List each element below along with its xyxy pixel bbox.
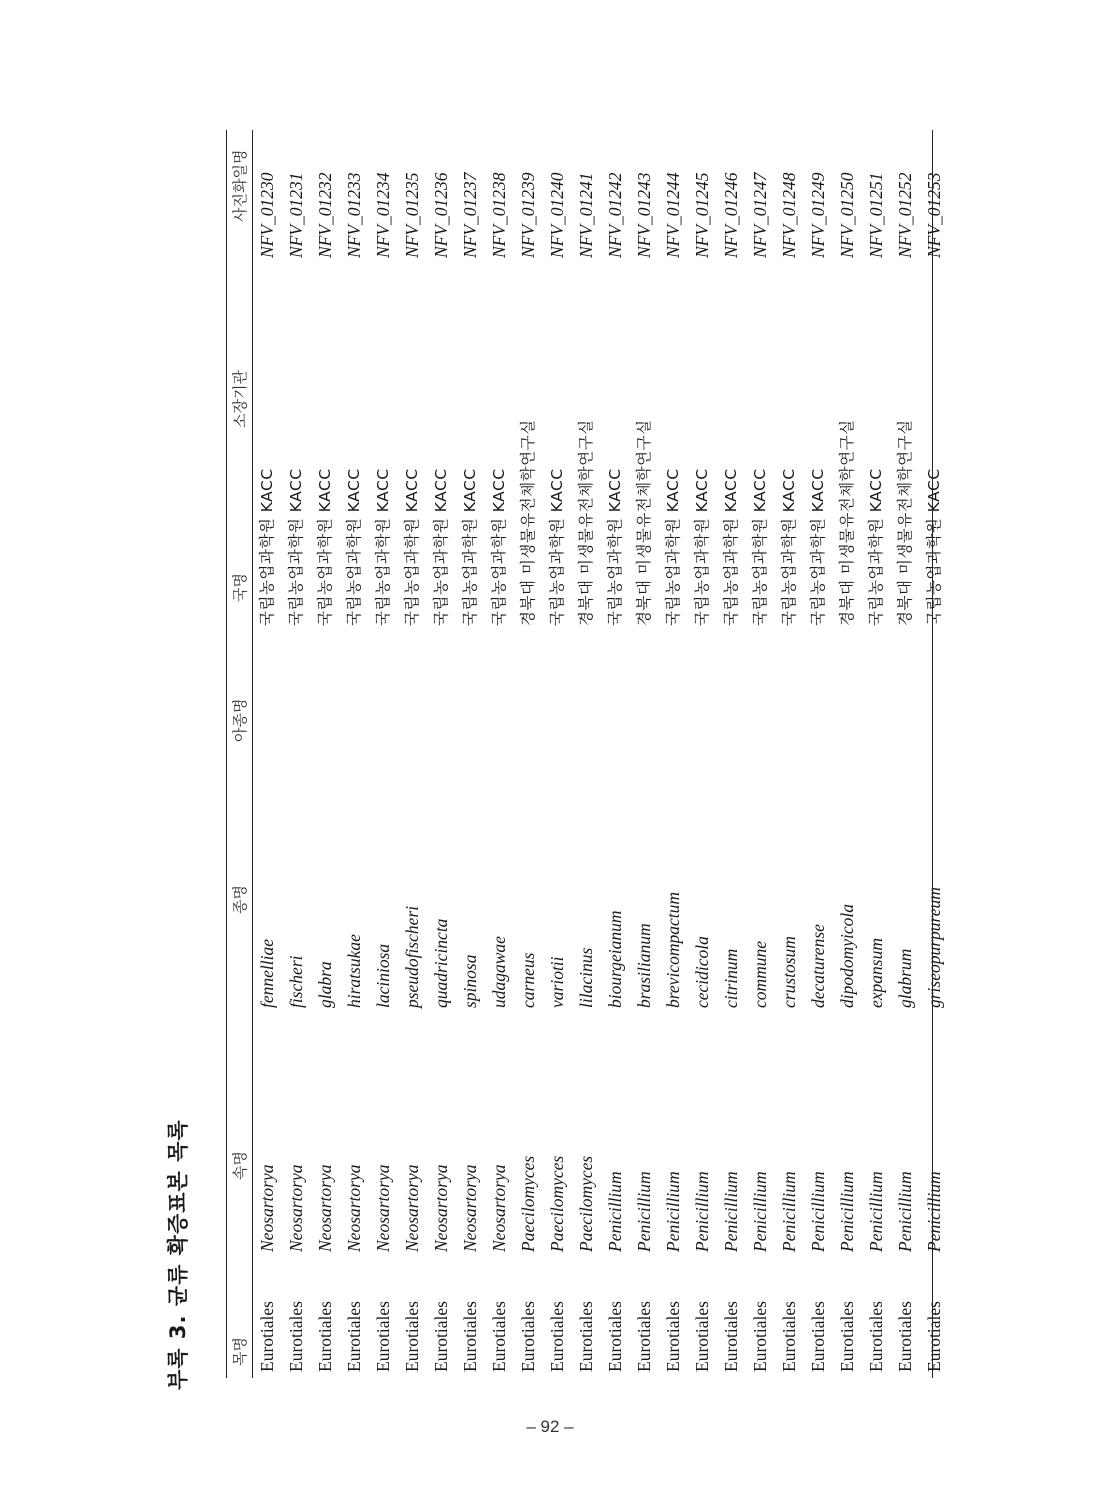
institution-cell: 경북대 미생물유전체학연구실 xyxy=(519,419,537,626)
genus-cell: Penicillium xyxy=(692,1171,712,1252)
genus-cell: Neosartorya xyxy=(344,1164,364,1252)
institution-cell: 경북대 미생물유전체학연구실 xyxy=(838,419,856,626)
table-row xyxy=(283,125,312,1390)
order-cell: Eurotiales xyxy=(257,1301,277,1372)
species-cell: fennelliae xyxy=(257,938,277,1008)
genus-cell: Neosartorya xyxy=(257,1164,277,1252)
institution-cell: 국립농업과학원 KACC xyxy=(751,468,769,626)
order-cell: Eurotiales xyxy=(924,1301,944,1372)
institution-cell: 국립농업과학원 KACC xyxy=(548,468,566,626)
genus-cell: Paecilomyces xyxy=(576,1155,596,1252)
order-cell: Eurotiales xyxy=(692,1301,712,1372)
photo-file-cell: NFV_01252 xyxy=(895,172,915,258)
species-cell: crustosum xyxy=(779,936,799,1008)
institution-cell: 국립농업과학원 KACC xyxy=(490,468,508,626)
table-row xyxy=(457,125,486,1390)
photo-file-cell: NFV_01232 xyxy=(315,172,335,258)
institution-cell: 국립농업과학원 KACC xyxy=(345,468,363,626)
species-cell: fischeri xyxy=(286,955,306,1008)
table-row xyxy=(544,125,573,1390)
photo-file-cell: NFV_01249 xyxy=(808,172,828,258)
table-row xyxy=(312,125,341,1390)
institution-cell: 국립농업과학원 KACC xyxy=(722,468,740,626)
rotated-table-page xyxy=(160,125,944,1390)
table-row xyxy=(602,125,631,1390)
table-row xyxy=(486,125,515,1390)
table-row xyxy=(863,125,892,1390)
table-row xyxy=(805,125,834,1390)
order-cell: Eurotiales xyxy=(373,1301,393,1372)
institution-cell: 경북대 미생물유전체학연구실 xyxy=(577,419,595,626)
header-genus: 속명 xyxy=(231,1151,249,1180)
genus-cell: Neosartorya xyxy=(402,1164,422,1252)
table-title: 부록 3. 균류 확증표본 목록 xyxy=(166,1119,190,1390)
photo-file-cell: NFV_01230 xyxy=(257,172,277,258)
table-row xyxy=(631,125,660,1390)
genus-cell: Neosartorya xyxy=(460,1164,480,1252)
species-cell: brevicompactum xyxy=(663,892,683,1008)
order-cell: Eurotiales xyxy=(605,1301,625,1372)
photo-file-cell: NFV_01241 xyxy=(576,172,596,258)
species-cell: quadricincta xyxy=(431,918,451,1008)
photo-file-cell: NFV_01248 xyxy=(779,172,799,258)
table-row xyxy=(921,125,950,1390)
table-row xyxy=(689,125,718,1390)
species-cell: commune xyxy=(750,940,770,1008)
institution-cell: 국립농업과학원 KACC xyxy=(693,468,711,626)
order-cell: Eurotiales xyxy=(344,1301,364,1372)
genus-cell: Penicillium xyxy=(866,1171,886,1252)
genus-cell: Penicillium xyxy=(808,1171,828,1252)
order-cell: Eurotiales xyxy=(460,1301,480,1372)
institution-cell: 국립농업과학원 KACC xyxy=(867,468,885,626)
genus-cell: Penicillium xyxy=(924,1171,944,1252)
header-institution: 소장기관 xyxy=(231,370,249,428)
header-order: 목명 xyxy=(231,1337,249,1366)
institution-cell: 경북대 미생물유전체학연구실 xyxy=(896,419,914,626)
order-cell: Eurotiales xyxy=(518,1301,538,1372)
photo-file-cell: NFV_01246 xyxy=(721,172,741,258)
photo-file-cell: NFV_01235 xyxy=(402,172,422,258)
species-cell: glabra xyxy=(315,961,335,1008)
genus-cell: Penicillium xyxy=(750,1171,770,1252)
genus-cell: Penicillium xyxy=(721,1171,741,1252)
species-cell: lilacinus xyxy=(576,947,596,1008)
table-row xyxy=(573,125,602,1390)
table-row xyxy=(834,125,863,1390)
institution-cell: 국립농업과학원 KACC xyxy=(403,468,421,626)
species-cell: dipodomyicola xyxy=(837,903,857,1008)
institution-cell: 국립농업과학원 KACC xyxy=(780,468,798,626)
institution-cell: 경북대 미생물유전체학연구실 xyxy=(635,419,653,626)
photo-file-cell: NFV_01242 xyxy=(605,172,625,258)
species-cell: carneus xyxy=(518,952,538,1008)
photo-file-cell: NFV_01243 xyxy=(634,172,654,258)
species-cell: spinosa xyxy=(460,954,480,1008)
genus-cell: Paecilomyces xyxy=(518,1155,538,1252)
species-cell: pseudofischeri xyxy=(402,905,422,1008)
photo-file-cell: NFV_01239 xyxy=(518,172,538,258)
genus-cell: Penicillium xyxy=(895,1171,915,1252)
table-bottom-rule xyxy=(932,130,933,1378)
institution-cell: 국립농업과학원 KACC xyxy=(287,468,305,626)
table-row xyxy=(892,125,921,1390)
genus-cell: Neosartorya xyxy=(286,1164,306,1252)
institution-cell: 국립농업과학원 KACC xyxy=(664,468,682,626)
species-cell: decaturense xyxy=(808,924,828,1008)
genus-cell: Penicillium xyxy=(634,1171,654,1252)
order-cell: Eurotiales xyxy=(547,1301,567,1372)
photo-file-cell: NFV_01244 xyxy=(663,172,683,258)
photo-file-cell: NFV_01245 xyxy=(692,172,712,258)
species-cell: expansum xyxy=(866,938,886,1008)
photo-file-cell: NFV_01234 xyxy=(373,172,393,258)
institution-cell: 국립농업과학원 KACC xyxy=(432,468,450,626)
photo-file-cell: NFV_01237 xyxy=(460,172,480,258)
order-cell: Eurotiales xyxy=(402,1301,422,1372)
order-cell: Eurotiales xyxy=(750,1301,770,1372)
photo-file-cell: NFV_01251 xyxy=(866,172,886,258)
species-cell: griseopurpureum xyxy=(924,887,944,1008)
page-number: – 92 – xyxy=(526,1417,574,1436)
order-cell: Eurotiales xyxy=(634,1301,654,1372)
order-cell: Eurotiales xyxy=(779,1301,799,1372)
order-cell: Eurotiales xyxy=(808,1301,828,1372)
genus-cell: Penicillium xyxy=(605,1171,625,1252)
table-row xyxy=(747,125,776,1390)
header-species: 종명 xyxy=(231,885,249,914)
institution-cell: 국립농업과학원 KACC xyxy=(374,468,392,626)
institution-cell: 국립농업과학원 KACC xyxy=(809,468,827,626)
order-cell: Eurotiales xyxy=(576,1301,596,1372)
species-cell: udagawae xyxy=(489,936,509,1008)
order-cell: Eurotiales xyxy=(663,1301,683,1372)
photo-file-cell: NFV_01247 xyxy=(750,172,770,258)
institution-cell: 국립농업과학원 KACC xyxy=(258,468,276,626)
table-row xyxy=(399,125,428,1390)
genus-cell: Penicillium xyxy=(663,1171,683,1252)
genus-cell: Penicillium xyxy=(779,1171,799,1252)
genus-cell: Paecilomyces xyxy=(547,1155,567,1252)
header-korean-name: 국명 xyxy=(231,573,249,602)
species-cell: variotii xyxy=(547,956,567,1008)
header-subspecies: 아종명 xyxy=(231,698,249,742)
genus-cell: Neosartorya xyxy=(373,1164,393,1252)
table-row xyxy=(776,125,805,1390)
genus-cell: Neosartorya xyxy=(431,1164,451,1252)
order-cell: Eurotiales xyxy=(895,1301,915,1372)
institution-cell: 국립농업과학원 KACC xyxy=(461,468,479,626)
order-cell: Eurotiales xyxy=(866,1301,886,1372)
genus-cell: Neosartorya xyxy=(489,1164,509,1252)
species-cell: hiratsukae xyxy=(344,934,364,1008)
table-row xyxy=(515,125,544,1390)
header-photo-file: 사진화일명 xyxy=(231,149,249,222)
order-cell: Eurotiales xyxy=(837,1301,857,1372)
species-cell: cecidicola xyxy=(692,936,712,1008)
photo-file-cell: NFV_01236 xyxy=(431,172,451,258)
order-cell: Eurotiales xyxy=(315,1301,335,1372)
species-cell: glabrum xyxy=(895,948,915,1008)
species-cell: brasilianum xyxy=(634,923,654,1008)
table-row xyxy=(718,125,747,1390)
order-cell: Eurotiales xyxy=(286,1301,306,1372)
photo-file-cell: NFV_01250 xyxy=(837,172,857,258)
photo-file-cell: NFV_01231 xyxy=(286,172,306,258)
table-top-rule xyxy=(226,130,227,1378)
institution-cell: 국립농업과학원 KACC xyxy=(316,468,334,626)
photo-file-cell: NFV_01233 xyxy=(344,172,364,258)
order-cell: Eurotiales xyxy=(489,1301,509,1372)
species-cell: citrinum xyxy=(721,948,741,1008)
table-row xyxy=(370,125,399,1390)
table-row xyxy=(660,125,689,1390)
order-cell: Eurotiales xyxy=(721,1301,741,1372)
table-body xyxy=(254,125,950,1390)
photo-file-cell: NFV_01240 xyxy=(547,172,567,258)
genus-cell: Penicillium xyxy=(837,1171,857,1252)
genus-cell: Neosartorya xyxy=(315,1164,335,1252)
institution-cell: 국립농업과학원 KACC xyxy=(925,468,943,626)
institution-cell: 국립농업과학원 KACC xyxy=(606,468,624,626)
order-cell: Eurotiales xyxy=(431,1301,451,1372)
table-row xyxy=(428,125,457,1390)
table-row xyxy=(254,125,283,1390)
table-row xyxy=(341,125,370,1390)
header-divider xyxy=(252,130,253,1378)
photo-file-cell: NFV_01253 xyxy=(924,172,944,258)
photo-file-cell: NFV_01238 xyxy=(489,172,509,258)
species-cell: laciniosa xyxy=(373,943,393,1008)
species-cell: biourgeianum xyxy=(605,910,625,1008)
